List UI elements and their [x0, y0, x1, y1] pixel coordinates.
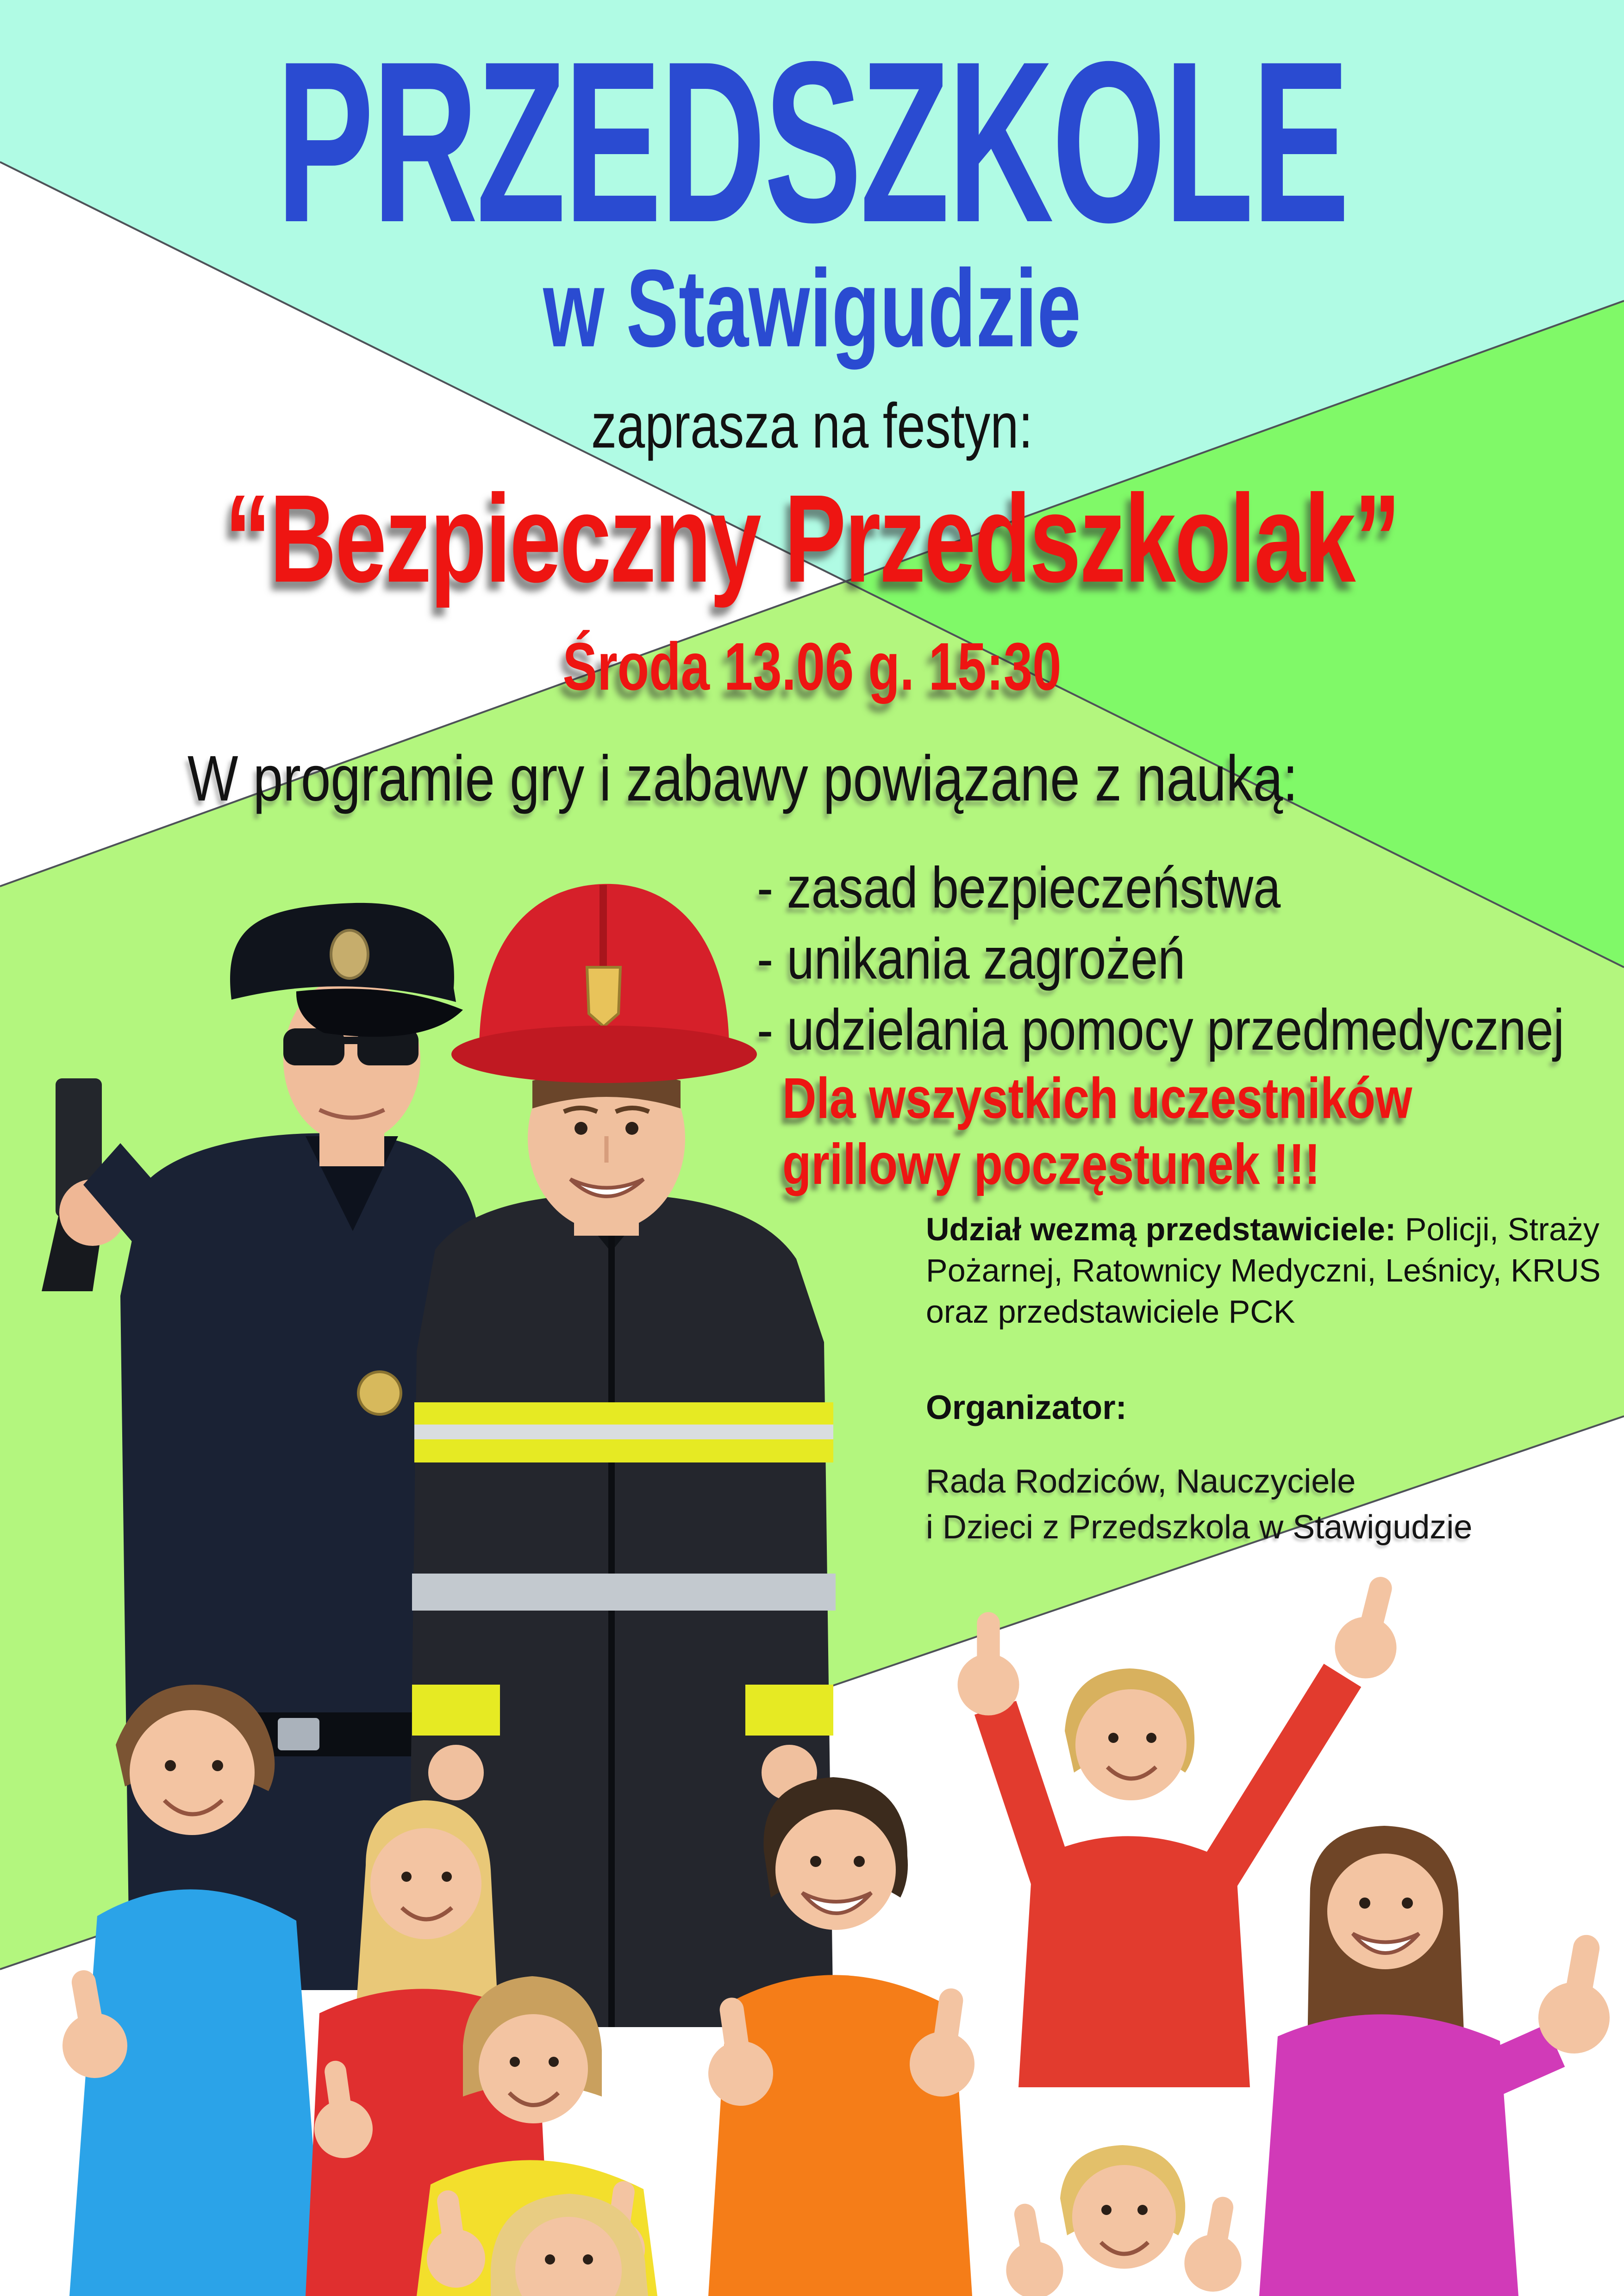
- firefighter-eye-right: [625, 1122, 638, 1135]
- program-item-2: - unikania zagrożeń: [757, 927, 1186, 991]
- treat-line-2: grillowy poczęstunek !!!: [782, 1132, 1320, 1197]
- left-cuff-band: [412, 1685, 500, 1736]
- program-item-1: - zasad bezpieczeństwa: [757, 856, 1281, 921]
- fire-helmet-brim: [451, 1026, 757, 1083]
- fire-helmet-emblem: [587, 967, 620, 1027]
- police-badge: [358, 1372, 401, 1414]
- participants-line-2: Pożarnej, Ratownicy Medyczni, Leśnicy, KRUS: [926, 1252, 1601, 1288]
- firefighter-left-hand: [428, 1745, 484, 1800]
- treat-line-1: Dla wszystkich uczestników: [782, 1066, 1412, 1131]
- event-datetime: Środa 13.06 g. 15:30: [562, 628, 1062, 704]
- participants-line-1: [926, 1209, 1601, 1250]
- participants-paragraph: [926, 1209, 1601, 1332]
- organizer-line-1: Rada Rodziców, Nauczyciele: [926, 1463, 1356, 1500]
- sunglasses-bridge: [342, 1037, 360, 1044]
- poster-subtitle: w Stawigudzie: [543, 247, 1081, 370]
- organizer-label: Organizator:: [926, 1389, 1127, 1426]
- participants-line-1-rest: Policji, Straży: [1396, 1211, 1599, 1247]
- participants-label: Udział wezmą przedstawiciele:: [926, 1211, 1396, 1247]
- jacket-zip: [608, 1224, 615, 2027]
- reflective-band: [412, 1574, 836, 1611]
- event-name: “Bezpieczny Przedszkolak”: [225, 469, 1399, 609]
- police-cap-emblem: [331, 930, 368, 978]
- organizer-line-2: i Dzieci z Przedszkola w Stawigudzie: [926, 1509, 1473, 1546]
- belt-buckle: [278, 1718, 319, 1750]
- participants-line-3: oraz przedstawiciele PCK: [926, 1294, 1295, 1330]
- invitation-line: zaprasza na festyn:: [591, 390, 1033, 461]
- program-list: [757, 852, 1564, 1065]
- firefighter-eye-left: [575, 1122, 587, 1135]
- program-heading: W programie gry i zabawy powiązane z nauką:: [187, 742, 1298, 815]
- poster-title: PRZEDSZKOLE: [276, 13, 1348, 270]
- treat-announcement: [782, 1065, 1412, 1197]
- program-item-3: - udzielania pomocy przedmedycznej: [757, 997, 1564, 1063]
- right-cuff-band: [745, 1685, 833, 1736]
- hi-vis-silver-stripe: [414, 1425, 833, 1439]
- organizer-names: [926, 1459, 1472, 1550]
